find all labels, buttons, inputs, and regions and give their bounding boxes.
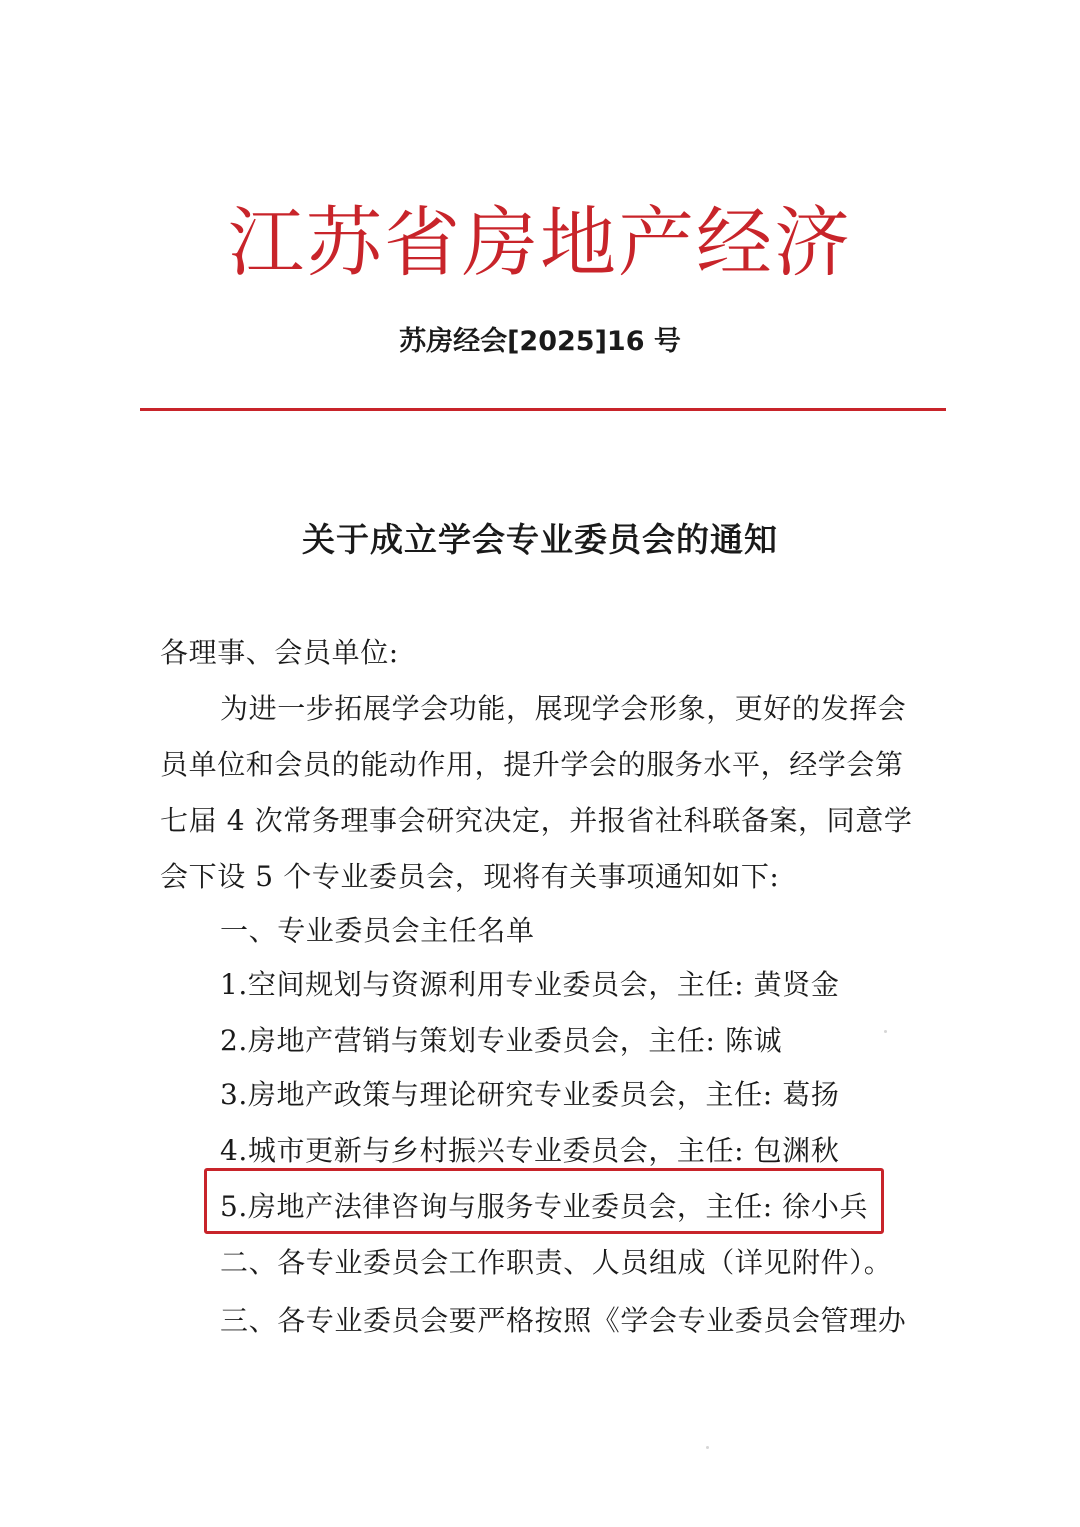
highlight-box: [204, 1168, 884, 1234]
paragraph-line-3: 七届 4 次常务理事会研究决定，并报省社科联备案，同意学: [160, 804, 913, 837]
committee-item-3: 3.房地产政策与理论研究专业委员会，主任: 葛扬: [220, 1078, 840, 1111]
paragraph-line-4: 会下设 5 个专业委员会，现将有关事项通知如下:: [160, 860, 780, 893]
committee-item-2: 2.房地产营销与策划专业委员会，主任: 陈诚: [220, 1024, 783, 1057]
paragraph-line-1: 为进一步拓展学会功能，展现学会形象，更好的发挥会: [220, 692, 907, 725]
committee-item-4: 4.城市更新与乡村振兴专业委员会，主任: 包渊秋: [220, 1134, 840, 1167]
paragraph-line-2: 员单位和会员的能动作用，提升学会的服务水平，经学会第: [160, 748, 904, 781]
document-number: 苏房经会[2025]16 号: [399, 326, 681, 357]
committee-item-1: 1.空间规划与资源利用专业委员会，主任: 黄贤金: [220, 968, 840, 1001]
notice-title: 关于成立学会专业委员会的通知: [302, 520, 778, 559]
organization-header: 江苏省房地产经济: [228, 198, 852, 287]
section-heading-3: 三、各专业委员会要严格按照《学会专业委员会管理办: [220, 1304, 907, 1337]
scan-speck: [884, 1030, 887, 1033]
scan-speck: [706, 1446, 709, 1449]
section-heading-2: 二、各专业委员会工作职责、人员组成（详见附件）。: [220, 1246, 893, 1279]
section-heading-1: 一、专业委员会主任名单: [220, 914, 535, 947]
salutation: 各理事、会员单位:: [160, 636, 399, 669]
red-divider-line: [140, 408, 946, 411]
committee-item-5: 5.房地产法律咨询与服务专业委员会，主任: 徐小兵: [220, 1190, 869, 1223]
